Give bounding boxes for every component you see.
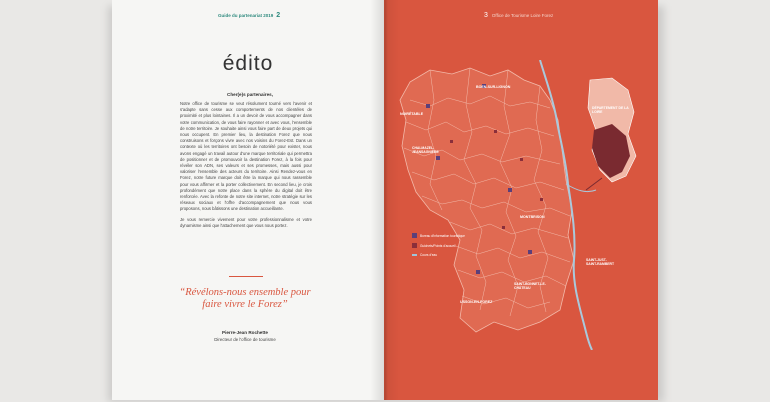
inset-label: DÉPARTEMENT DE LA LOIRE <box>592 106 629 114</box>
page-title: édito <box>222 52 274 75</box>
town-label: SAINT-BONNET-LE-CHÂTEAU <box>514 282 546 290</box>
left-header-text: Guide du partenariat 2019 <box>218 13 274 18</box>
pull-quote: “Révélons-nous ensemble pour faire vivre le Forez” <box>179 287 311 310</box>
right-page-number: 3 <box>484 12 488 19</box>
legend-swatch <box>412 254 417 256</box>
editorial-body <box>180 101 312 233</box>
legend-swatch <box>412 243 417 248</box>
signature-name: Pierre-Jean Rochette <box>222 330 268 335</box>
right-header-text: Office de Tourisme Loire Forez <box>491 13 554 18</box>
legend-item <box>412 233 465 238</box>
paragraph: Notre office de tourisme se veut résolument tourné vers l'avenir et s'adapte sans cesse aux comportements de nos clientèles de proximité et plus lointaines. Il a un devoir de vous accompagner dans votre communication, de vous faire rayonner et avec vous, l'ensemble de notre territoire. Je souhaite ainsi vous faire part de deux projets qui nous occupent. En premier lieu, la destination Forez que nous construisons et forçons vivre avec nos voisins du Forez-Est. Dans un contexte où les territoires ont besoin de notoriété pour exister, nous avons engagé un travail autour d'une marque territoriale qui permettra de positionner et de promouvoir la destination Forez, à la fois pour révéler son ADN, ses valeurs et ses promesses, mais aussi pour valoriser l'ensemble des acteurs du territoire. Ainsi Rendez-vous en Forez, notre future marque doit être la marque qui nous rassemble pour vous affirmer et la porter collectivement. En second lieu, je crois profondément que notre place dans la sphère du digital doit être renforcée. Avec la refonte de notre site internet, notre stratégie sur les réseaux sociaux et l'offre d'accompagnement que nous vous proposons, nous bâtissons une destination accueillante. <box>180 101 312 212</box>
town-label: USSON-EN-FOREZ <box>460 300 493 304</box>
quote-divider <box>229 276 263 277</box>
legend-label: Cours d'eau <box>420 253 438 257</box>
legend-label: Guichets/Points d'accueil <box>420 243 456 248</box>
town-label: BOEN-SUR-LIGNON <box>476 85 511 89</box>
signature-role: Directeur de l'office de tourisme <box>214 337 276 342</box>
legend-item <box>412 253 465 257</box>
territory-map <box>390 60 650 350</box>
town-label: SAINT-JUST-SAINT-RAMBERT <box>586 258 615 266</box>
map-legend <box>412 233 465 262</box>
legend-item <box>412 243 465 248</box>
greeting: Cher(e)s partenaires, <box>227 92 273 97</box>
town-label: MONTBRISON <box>520 215 545 219</box>
town-label: NOIRÉTABLE <box>400 112 424 116</box>
legend-swatch <box>412 233 417 238</box>
town-label: CHALMAZEL-JEANSAGNIÈRE <box>412 146 439 154</box>
right-page-header <box>484 12 553 19</box>
legend-label: Bureau d'information touristique <box>420 233 465 238</box>
paragraph: Je vous remercie vivement pour votre professionnalisme et votre dynamisme ainsi que l'attachement que vous nous portez. <box>180 216 312 228</box>
left-page-header <box>218 12 280 19</box>
left-page-number: 2 <box>276 12 281 19</box>
